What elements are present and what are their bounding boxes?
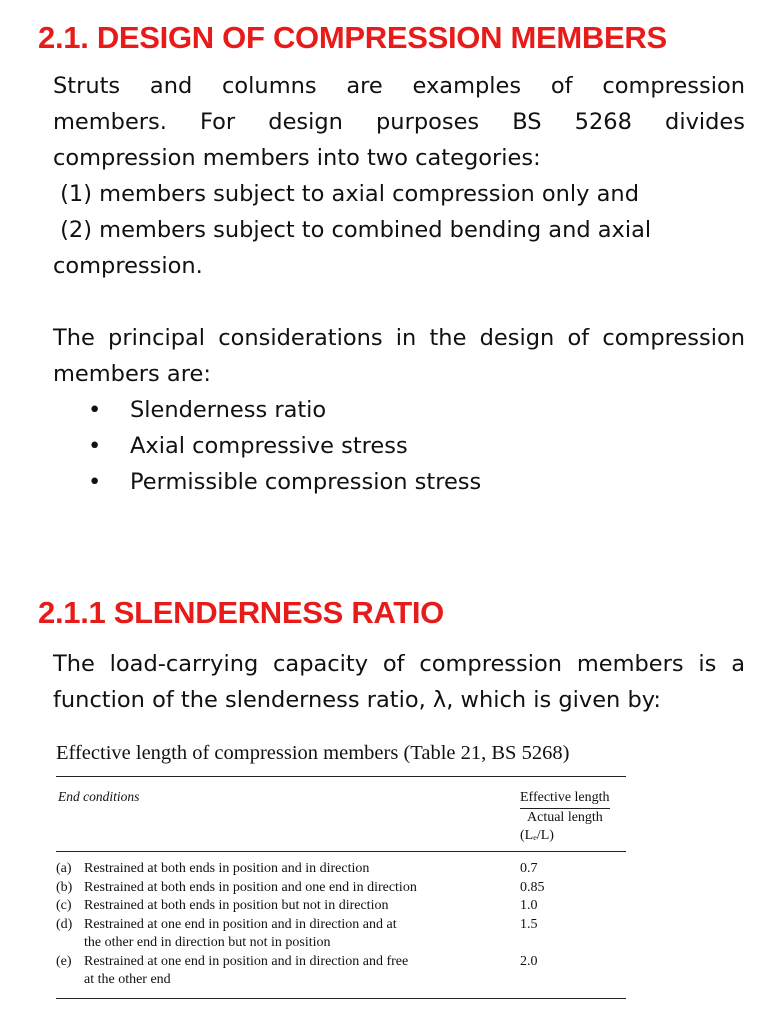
paragraph-line: (1) members subject to axial compression only and (53, 181, 639, 207)
row-description: Restrained at both ends in position and one end in direction (84, 879, 417, 895)
considerations-paragraph (53, 320, 745, 392)
bullet-icon: • (88, 433, 102, 459)
section-title: 2.1. DESIGN OF COMPRESSION MEMBERS (38, 20, 667, 55)
table-body (56, 860, 628, 990)
table-row (56, 953, 628, 990)
column-header-end-conditions: End conditions (58, 789, 140, 804)
table-bottom-rule (56, 998, 626, 999)
row-label: (c) (56, 898, 72, 913)
paragraph-line: compression. (53, 253, 203, 279)
row-description: Restrained at both ends in position but not in direction (84, 898, 389, 913)
paragraph-line: members. For design purposes BS 5268 divides (53, 109, 745, 135)
paragraph-line: members are: (53, 361, 211, 387)
table-header (56, 781, 628, 851)
list-item-text: Slenderness ratio (130, 397, 327, 423)
row-label: (b) (56, 879, 73, 895)
table-caption: Effective length of compression members (Table 21, BS 5268) (56, 742, 570, 764)
row-value: 0.7 (520, 861, 538, 876)
ratio-symbol: (Lₑ/L) (520, 828, 554, 843)
list-item (88, 392, 481, 428)
row-description (84, 916, 514, 953)
row-description-line: Restrained at one end in position and in direction and at (84, 916, 397, 932)
paragraph-line: The principal considerations in the design of compression (53, 325, 745, 351)
paragraph-line: Struts and columns are examples of compression (53, 73, 745, 99)
table-row (56, 860, 628, 879)
list-item (88, 428, 481, 464)
table-header-rule (56, 851, 626, 852)
table-row (56, 916, 628, 953)
bullet-icon: • (88, 397, 102, 423)
slenderness-paragraph (53, 646, 745, 718)
paragraph-line: The load-carrying capacity of compression members is a (53, 651, 745, 677)
row-value: 1.0 (520, 898, 538, 913)
paragraph-line: (2) members subject to combined bending and axial (53, 217, 652, 243)
row-description-line: Restrained at one end in position and in direction and free (84, 953, 409, 969)
list-item-text: Permissible compression stress (130, 469, 482, 495)
paragraph-line: function of the slenderness ratio, λ, which is given by: (53, 687, 662, 713)
ratio-denominator: Actual length (527, 810, 603, 825)
column-header-effective-length (520, 789, 610, 845)
row-label: (e) (56, 953, 72, 969)
table-top-rule (56, 776, 626, 777)
table-row (56, 879, 628, 898)
effective-length-table (56, 738, 628, 999)
row-label: (d) (56, 916, 73, 932)
row-label: (a) (56, 861, 72, 876)
row-description-line: the other end in direction but not in position (84, 935, 331, 950)
subsection-title: 2.1.1 SLENDERNESS RATIO (38, 595, 444, 630)
row-value: 2.0 (520, 953, 538, 969)
list-item-text: Axial compressive stress (130, 433, 408, 459)
ratio-numerator: Effective length (520, 789, 610, 809)
row-description: Restrained at both ends in position and in direction (84, 861, 370, 876)
paragraph-line: compression members into two categories: (53, 145, 541, 171)
row-value: 1.5 (520, 916, 538, 932)
intro-paragraph (53, 68, 745, 284)
row-description-line: at the other end (84, 972, 171, 987)
considerations-list (88, 392, 481, 500)
bullet-icon: • (88, 469, 102, 495)
list-item (88, 464, 481, 500)
table-row (56, 897, 628, 916)
row-description (84, 953, 514, 990)
row-value: 0.85 (520, 879, 545, 895)
